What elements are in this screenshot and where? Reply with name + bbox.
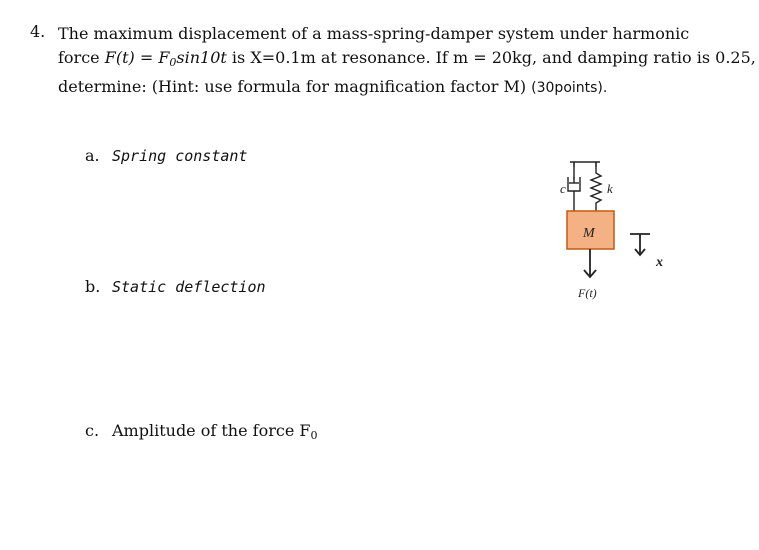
part-b-letter: b. [85,277,101,296]
part-c-letter: c. [85,421,100,440]
part-c: c. Amplitude of the force $F_0$ [85,421,318,442]
spring [591,167,601,211]
force-label: F(t) [578,286,597,300]
question-line-1: The maximum displacement of a mass-spring-damper system under harmonic [58,24,690,43]
part-a [85,146,247,165]
part-a-letter: a. [85,146,100,165]
question-line-2: force $F(t) = F_0\sin 10t$ is X=0.1m at resonance. If m = 20kg, and damping ratio is 0.25, [58,48,756,69]
mass-spring-damper-diagram [552,155,692,305]
displacement-label: x [656,255,663,270]
part-b-text: Static deflection [112,278,266,296]
damper [568,167,580,211]
question-text [58,22,756,100]
spring-label: k [607,181,613,196]
mass-label: M [583,226,595,241]
points-label: (30points). [531,80,608,96]
question-line-3: determine: (Hint: use formula for magnification factor M) (30points). [58,77,608,96]
part-a-text: Spring constant [112,147,248,165]
force-arrow [584,249,596,277]
force-function: F(t) [104,48,135,67]
ground-support [570,162,600,167]
damper-label: c [560,181,566,196]
displacement-arrow [630,234,650,255]
sine-term: sin10t [176,48,227,67]
part-c-text: Amplitude of the force F [112,421,311,440]
force-amplitude-symbol: F [158,48,170,67]
question-number: 4. [30,22,46,41]
part-b [85,277,266,296]
